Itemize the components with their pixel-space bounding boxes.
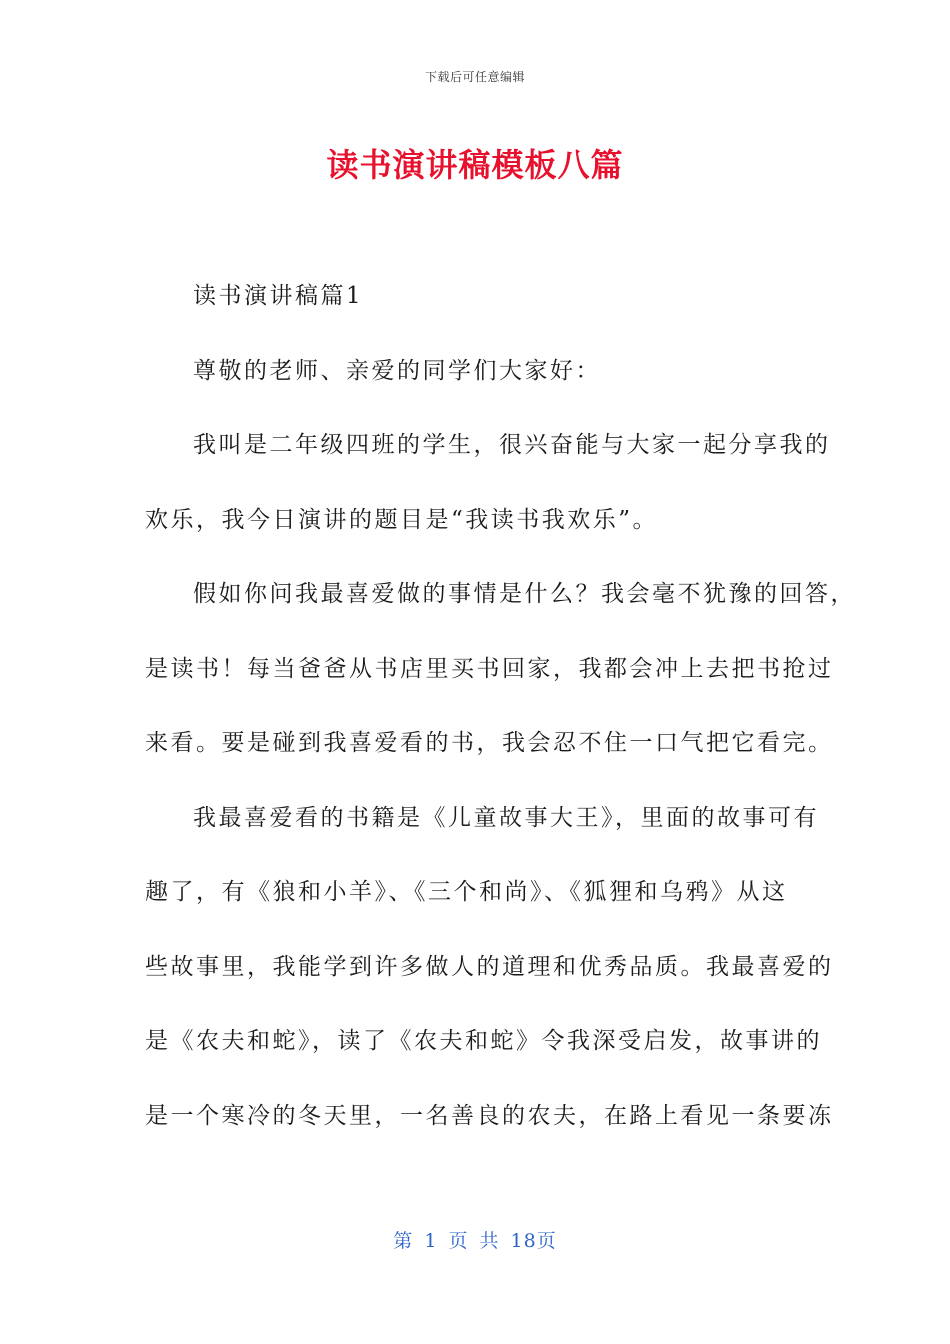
body-line: 假如你问我最喜爱做的事情是什么？我会毫不犹豫的回答， — [193, 581, 856, 607]
document-title: 读书演讲稿模板八篇 — [326, 146, 624, 184]
body-line: 我叫是二年级四班的学生，很兴奋能与大家一起分享我的 — [193, 432, 831, 458]
body-line: 是《农夫和蛇》，读了《农夫和蛇》令我深受启发，故事讲的 — [145, 1028, 822, 1054]
body-line: 来看。要是碰到我喜爱看的书，我会忍不住一口气把它看完。 — [145, 730, 834, 756]
body-line: 是一个寒冷的冬天里，一名善良的农夫，在路上看见一条要冻 — [145, 1102, 834, 1129]
page-header-note: 下载后可任意编辑 — [424, 70, 525, 84]
body-line: 趣了，有《狼和小羊》、《三个和尚》、《狐狸和乌鸦》从这 — [145, 879, 788, 905]
body-line: 些故事里，我能学到许多做人的道理和优秀品质。我最喜爱的 — [145, 953, 834, 980]
document-body — [145, 275, 856, 1169]
body-line: 我最喜爱看的书籍是《儿童故事大王》，里面的故事可有 — [193, 804, 819, 831]
body-line: 欢乐，我今日演讲的题目是“我读书我欢乐”。 — [145, 506, 659, 533]
body-line: 是读书！每当爸爸从书店里买书回家，我都会冲上去把书抢过 — [145, 655, 834, 682]
body-line: 读书演讲稿篇1 — [193, 283, 364, 309]
page-number-footer: 第 1 页 共 18页 — [393, 1230, 557, 1252]
body-line: 尊敬的老师、亲爱的同学们大家好： — [193, 357, 601, 384]
